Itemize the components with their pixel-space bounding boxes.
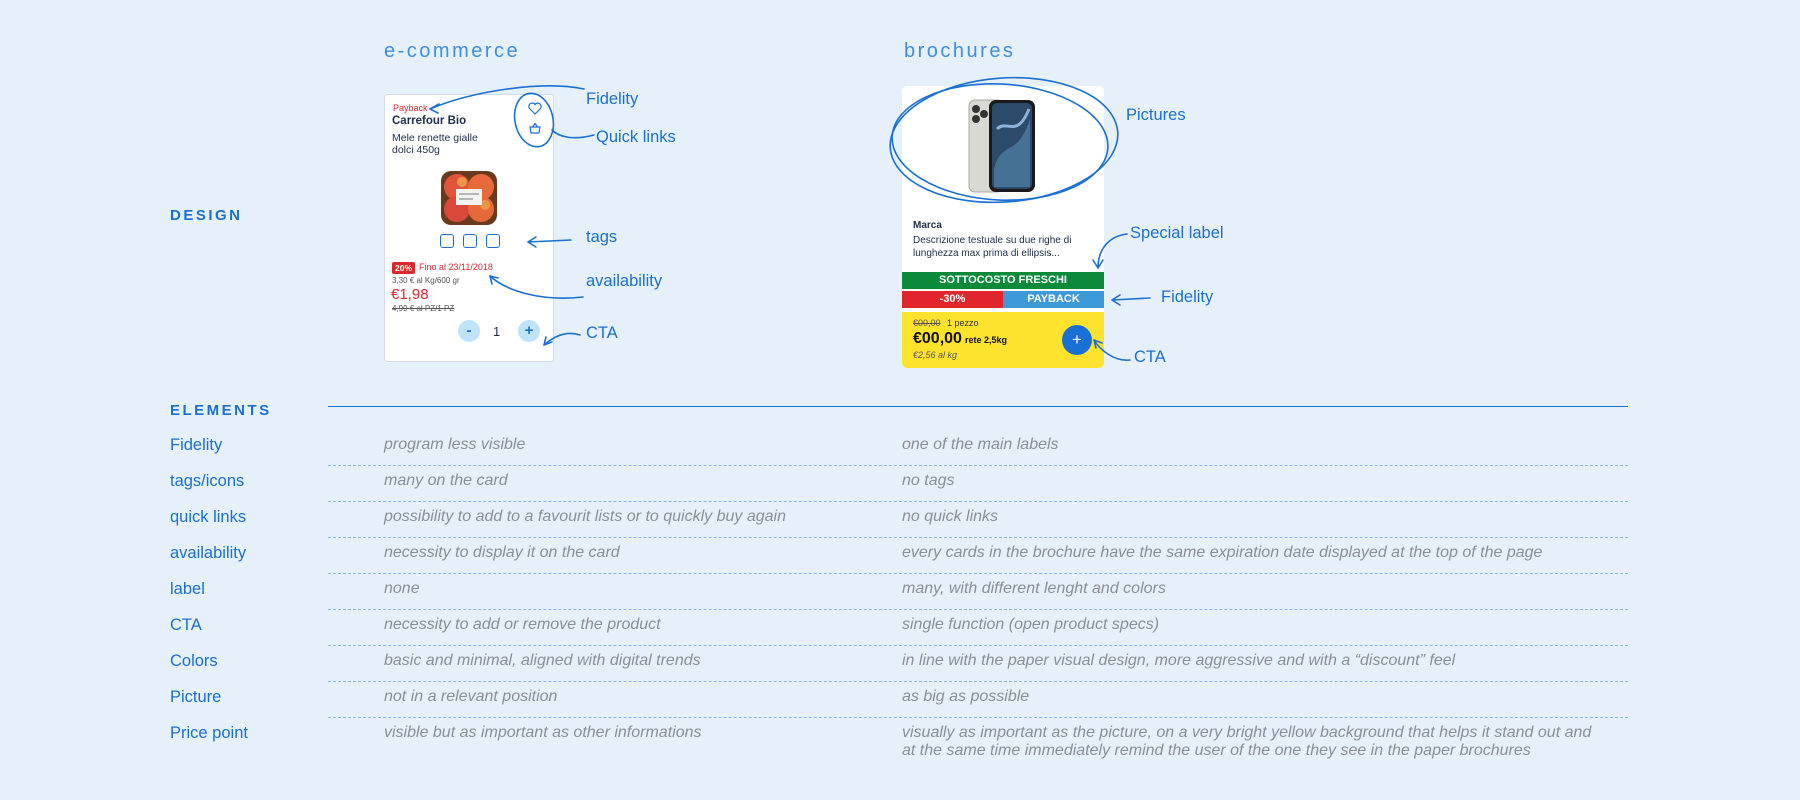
row-divider xyxy=(328,609,1628,610)
cell-ecommerce: possibility to add to a favourit lists or to quickly buy again xyxy=(384,508,786,525)
annotation-availability: availability xyxy=(586,272,663,290)
row-label-tags-icons: tags/icons xyxy=(170,472,245,490)
cell-ecommerce: many on the card xyxy=(384,472,508,489)
column-heading-brochures: brochures xyxy=(904,40,1016,62)
discount-label: -30% xyxy=(902,291,1003,308)
old-price: €00,00 xyxy=(913,318,941,328)
row-label-colors: Colors xyxy=(170,652,218,670)
price-per-kg: €2,56 al kg xyxy=(913,350,958,360)
cell-ecommerce: program less visible xyxy=(384,436,526,453)
cell-ecommerce: not in a relevant position xyxy=(384,688,558,705)
special-label-banner: SOTTOCOSTO FRESCHI xyxy=(902,272,1104,289)
old-price: 4,99 € al PZ/1 PZ xyxy=(392,304,455,313)
row-label-cta: CTA xyxy=(170,616,202,634)
row-label-fidelity: Fidelity xyxy=(170,436,223,454)
section-heading-elements: ELEMENTS xyxy=(170,402,272,419)
availability-text: Fino al 23/11/2018 xyxy=(419,262,493,272)
row-divider xyxy=(328,465,1628,466)
product-brand: Carrefour Bio xyxy=(392,115,467,127)
row-divider xyxy=(328,537,1628,538)
column-heading-ecommerce: e-commerce xyxy=(384,40,521,62)
row-divider xyxy=(328,717,1628,718)
cell-ecommerce: necessity to add or remove the product xyxy=(384,616,661,633)
payback-label: Payback xyxy=(393,103,428,113)
row-label-price-point: Price point xyxy=(170,724,248,742)
row-label-picture: Picture xyxy=(170,688,222,706)
cell-brochures: visually as important as the picture, on a very bright yellow background that helps it stand out and at the same time immediately remind the user of the one they see in the paper brochures xyxy=(902,724,1592,759)
product-brand: Marca xyxy=(913,220,942,231)
cell-ecommerce: basic and minimal, aligned with digital trends xyxy=(384,652,701,669)
cell-ecommerce: necessity to display it on the card xyxy=(384,544,620,561)
row-label-availability: availability xyxy=(170,544,247,562)
fidelity-label: PAYBACK xyxy=(1003,291,1104,308)
product-description: Descrizione testuale su due righe di lunghezza max prima di ellipsis... xyxy=(913,235,1072,259)
row-label-label: label xyxy=(170,580,205,598)
row-divider xyxy=(328,573,1628,574)
annotation-cta: CTA xyxy=(586,324,618,342)
price: €00,00 xyxy=(913,330,962,347)
cell-brochures: one of the main labels xyxy=(902,436,1059,453)
decrease-quantity-button[interactable]: - xyxy=(458,320,480,342)
cell-brochures: no tags xyxy=(902,472,955,489)
cell-brochures: single function (open product specs) xyxy=(902,616,1160,633)
annotation-quick-links: Quick links xyxy=(596,128,676,146)
quantity-text: 1 pezzo xyxy=(947,318,979,328)
row-divider xyxy=(328,681,1628,682)
row-divider xyxy=(328,645,1628,646)
cell-brochures: many, with different lenght and colors xyxy=(902,580,1166,597)
annotation-cta-right: CTA xyxy=(1134,348,1166,366)
cell-brochures: every cards in the brochure have the same expiration date displayed at the top of the page xyxy=(902,544,1543,561)
row-label-quick-links: quick links xyxy=(170,508,247,526)
annotation-pictures: Pictures xyxy=(1126,106,1186,124)
annotation-tags: tags xyxy=(586,228,618,246)
open-product-button[interactable]: + xyxy=(1062,325,1092,355)
cell-brochures: in line with the paper visual design, more aggressive and with a “discount” feel xyxy=(902,652,1456,669)
cell-ecommerce: none xyxy=(384,580,420,597)
unit-price: 3,30 € al Kg/600 gr xyxy=(392,276,460,285)
cell-ecommerce: visible but as important as other informations xyxy=(384,724,702,741)
annotation-fidelity: Fidelity xyxy=(586,90,639,108)
row-divider xyxy=(328,501,1628,502)
annotation-special-label: Special label xyxy=(1130,224,1224,242)
cell-brochures: no quick links xyxy=(902,508,999,525)
annotation-fidelity-right: Fidelity xyxy=(1161,288,1214,306)
price-note: rete 2,5kg xyxy=(965,335,1008,345)
quantity-value: 1 xyxy=(493,324,501,339)
cell-brochures: as big as possible xyxy=(902,688,1030,705)
price: €1,98 xyxy=(391,286,429,303)
product-description: Mele renette gialle dolci 450g xyxy=(392,132,478,156)
section-heading-design: DESIGN xyxy=(170,207,243,224)
discount-badge: 20% xyxy=(392,262,415,274)
increase-quantity-button[interactable]: + xyxy=(518,320,540,342)
